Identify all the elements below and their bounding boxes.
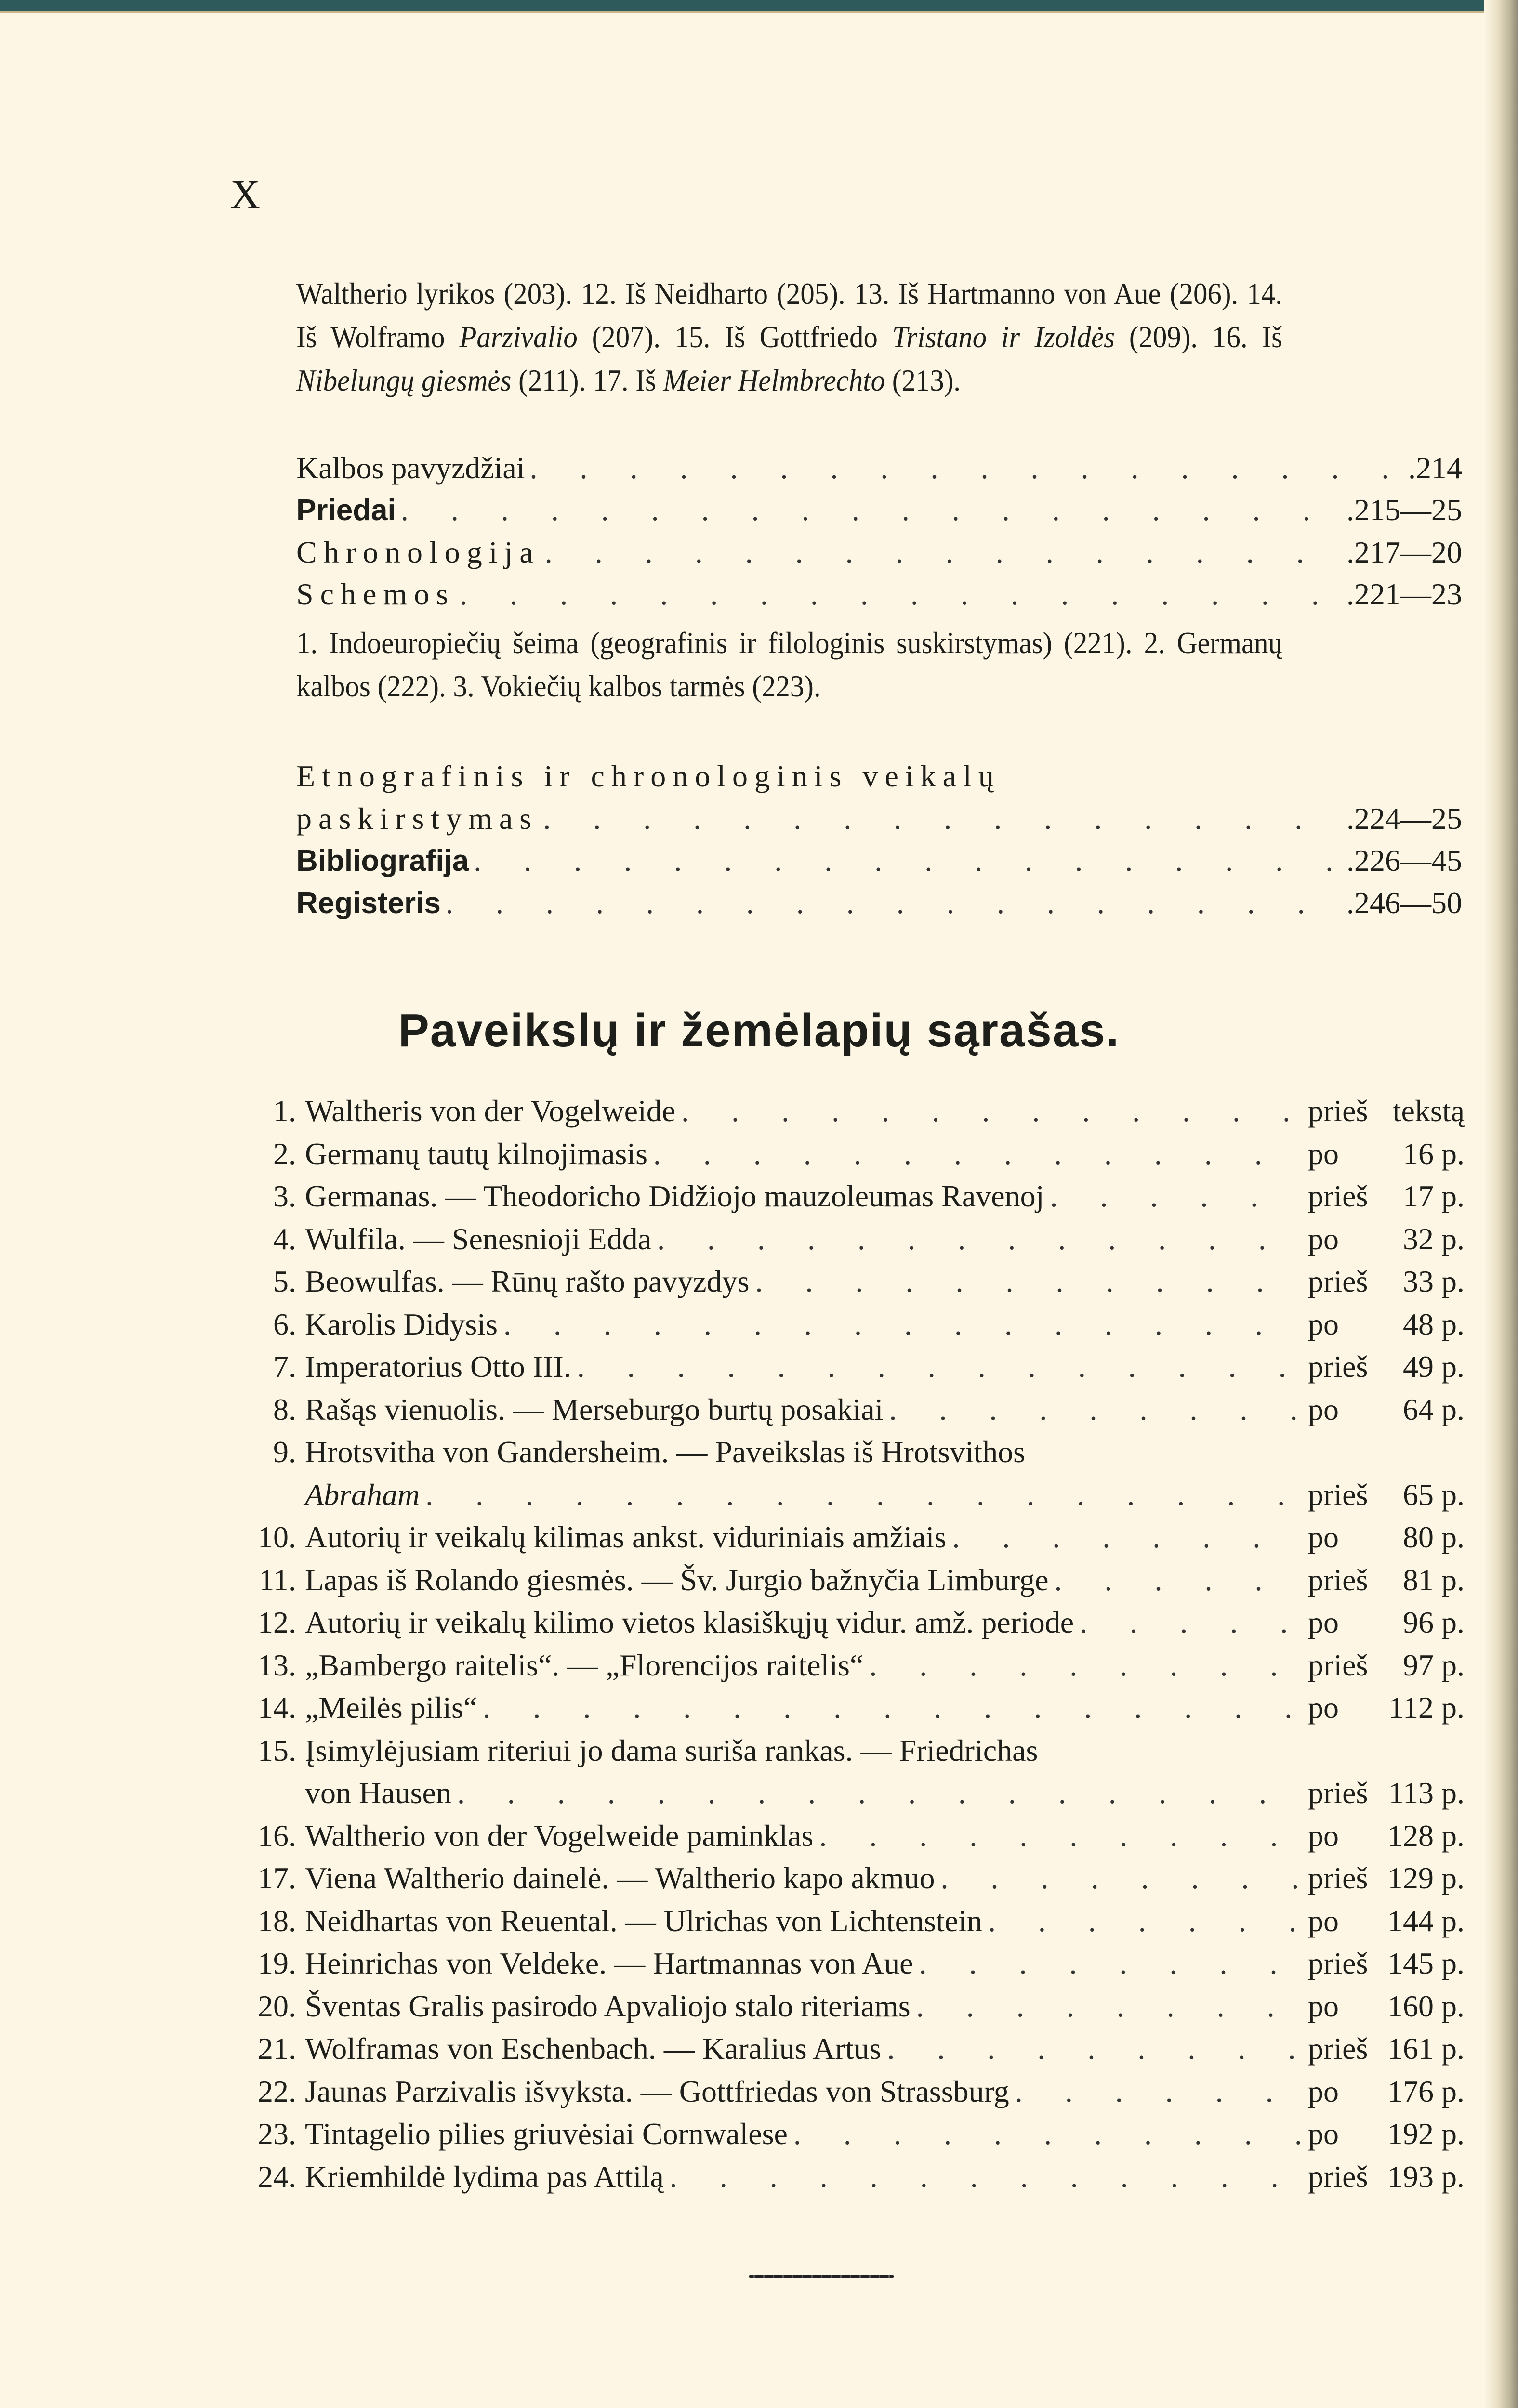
dot-leader xyxy=(577,1349,1302,1385)
figure-page: 112 p. xyxy=(1388,1690,1465,1725)
figure-title: Germanų tautų kilnojimasis xyxy=(305,1136,647,1171)
figure-number: 9. xyxy=(273,1435,296,1469)
toc-entry xyxy=(296,885,1462,929)
figure-page: 129 p. xyxy=(1387,1861,1465,1895)
figure-position: prieš xyxy=(1308,1861,1368,1895)
figure-page: 80 p. xyxy=(1403,1520,1465,1554)
dot-leader xyxy=(941,1860,1302,1896)
figure-page: 145 p. xyxy=(1387,1946,1465,1980)
figure-title: Autorių ir veikalų kilimas ankst. viduriniais amžiais xyxy=(305,1520,947,1554)
toc-entry xyxy=(296,450,1462,494)
figure-title: Karolis Didysis xyxy=(305,1307,498,1341)
figure-position: prieš xyxy=(1308,1094,1368,1128)
dot-leader xyxy=(457,1775,1302,1811)
dot-leader xyxy=(460,576,1342,612)
dot-leader xyxy=(916,1989,1302,2024)
figure-position: prieš xyxy=(1308,1349,1368,1384)
figure-page: 97 p. xyxy=(1403,1648,1465,1682)
figure-title: Neidhartas von Reuental. — Ulrichas von Lichtenstein xyxy=(305,1903,982,1938)
figure-position: prieš xyxy=(1308,1477,1368,1512)
figure-title: „Meilės pilis“ xyxy=(305,1690,477,1725)
figure-page: 96 p. xyxy=(1403,1605,1465,1639)
figure-number: 10. xyxy=(258,1520,296,1554)
figure-page: 32 p. xyxy=(1403,1221,1465,1256)
figure-item xyxy=(231,1178,1465,1221)
text-segment: (207). 15. Iš Gottfriedo xyxy=(577,320,892,354)
figure-page: 144 p. xyxy=(1387,1903,1465,1938)
figure-item xyxy=(231,1648,1465,1690)
figure-item xyxy=(231,1221,1465,1264)
figure-page: 81 p. xyxy=(1403,1562,1465,1597)
dot-leader xyxy=(869,1648,1302,1683)
figure-title: Autorių ir veikalų kilimo vietos klasiškųjų vidur. amž. periode xyxy=(305,1605,1074,1639)
figure-position: po xyxy=(1308,1307,1339,1341)
figures-list xyxy=(231,1093,1465,2201)
page-number: X xyxy=(230,171,261,217)
toc-entry-label: Kalbos pavyzdžiai xyxy=(296,451,525,485)
work-title: Tristano ir Izoldės xyxy=(892,320,1115,354)
figure-number: 20. xyxy=(258,1989,296,2023)
figure-position: prieš xyxy=(1308,1562,1368,1597)
figure-position: prieš xyxy=(1308,1946,1368,1980)
figure-item xyxy=(231,1093,1465,1136)
schemos-details xyxy=(296,621,1462,708)
figure-item xyxy=(231,1605,1465,1648)
figures-list-title: Paveikslų ir žemėlapių sąrašas. xyxy=(398,1005,1120,1056)
dot-leader xyxy=(425,1477,1302,1513)
figure-title: Wulfila. — Senesnioji Edda xyxy=(305,1221,652,1256)
figure-item xyxy=(231,1264,1465,1307)
figure-number: 15. xyxy=(258,1733,296,1767)
figure-number: 17. xyxy=(258,1861,296,1895)
figure-title: „Bambergo raitelis“. — „Florencijos raitelis“ xyxy=(305,1648,864,1682)
figure-page: 33 p. xyxy=(1403,1264,1465,1298)
figure-page: 193 p. xyxy=(1387,2159,1465,2194)
figure-item xyxy=(231,1946,1465,1989)
figure-title: Viena Waltherio dainelė. — Waltherio kapo akmuo xyxy=(305,1861,935,1895)
dot-leader xyxy=(988,1903,1302,1939)
toc-continuation xyxy=(296,272,1462,402)
toc-entry-label: paskirstymas xyxy=(296,801,539,836)
figure-page: 49 p. xyxy=(1403,1349,1465,1384)
dot-leader xyxy=(474,843,1342,878)
figure-item xyxy=(231,1434,1465,1477)
figure-title: Wolframas von Eschenbach. — Karalius Artus xyxy=(305,2031,882,2066)
dot-leader xyxy=(887,2031,1302,2067)
figure-title: Waltheris von der Vogelweide xyxy=(305,1094,676,1128)
toc-entry-pages: .224—25 xyxy=(1346,801,1462,836)
figure-page: 16 p. xyxy=(1403,1136,1465,1171)
figure-number: 19. xyxy=(258,1946,296,1980)
figure-position: po xyxy=(1308,2117,1339,2151)
dot-leader xyxy=(657,1221,1302,1257)
figure-position: po xyxy=(1308,1903,1339,1938)
toc-entry-label: Schemos xyxy=(296,577,455,611)
toc-entry-pages: .217—20 xyxy=(1346,535,1462,569)
figure-position: po xyxy=(1308,1818,1339,1853)
dot-leader xyxy=(819,1818,1302,1854)
figure-item xyxy=(231,1136,1465,1179)
end-ornament-rule xyxy=(749,2275,894,2278)
figure-title: Lapas iš Rolando giesmės. — Šv. Jurgio bažnyčia Limburge xyxy=(305,1562,1049,1597)
book-binding-edge xyxy=(0,0,1518,13)
figure-number: 5. xyxy=(273,1264,296,1298)
dot-leader xyxy=(919,1946,1303,1981)
dot-leader xyxy=(401,492,1342,528)
figure-title: Waltherio von der Vogelweide paminklas xyxy=(305,1818,814,1853)
figure-page: 48 p. xyxy=(1403,1307,1465,1341)
figure-title-continued: von Hausen xyxy=(305,1776,451,1810)
toc-entry-label: Chronologija xyxy=(296,535,540,569)
figure-item xyxy=(231,2031,1465,2074)
figure-number: 16. xyxy=(258,1818,296,1853)
toc-continuation-paragraph xyxy=(296,272,1282,402)
toc-entry xyxy=(296,801,1462,844)
figure-page: 113 p. xyxy=(1388,1776,1465,1810)
text-segment: Waltherio lyrikos (203). 12. Iš Neidharto (205). 13. Iš Hartmanno von Aue (206). 14. Iš Wolframo xyxy=(296,276,1282,354)
figure-title: Šventas Gralis pasirodo Apvaliojo stalo riteriams xyxy=(305,1989,911,2023)
text-segment: (211). 17. Iš xyxy=(511,363,663,397)
figure-title: Germanas. — Theodoricho Didžiojo mauzoleumas Ravenoj xyxy=(305,1179,1044,1213)
figure-item-continued xyxy=(231,1775,1465,1818)
figure-number: 12. xyxy=(258,1605,296,1639)
figure-number: 18. xyxy=(258,1903,296,1938)
figure-position: po xyxy=(1308,1221,1339,1256)
figure-position: po xyxy=(1308,1989,1339,2023)
toc-entry-label: Registeris xyxy=(296,887,441,920)
figure-item xyxy=(231,1562,1465,1605)
figure-number: 3. xyxy=(273,1179,296,1213)
figure-item xyxy=(231,1690,1465,1733)
figure-number: 6. xyxy=(273,1307,296,1341)
work-title: Nibelungų giesmės xyxy=(296,363,512,397)
figure-title: Rašąs vienuolis. — Merseburgo burtų posakiai xyxy=(305,1392,884,1426)
figure-position: po xyxy=(1308,1136,1339,1171)
figure-number: 22. xyxy=(258,2074,296,2108)
figure-number: 8. xyxy=(273,1392,296,1426)
figure-title: Hrotsvitha von Gandersheim. — Paveikslas iš Hrotsvithos xyxy=(305,1435,1025,1469)
figure-page: 128 p. xyxy=(1387,1818,1465,1853)
figure-number: 21. xyxy=(258,2031,296,2066)
figure-item xyxy=(231,1392,1465,1435)
figure-title: Įsimylėjusiam riteriui jo dama suriša rankas. — Friedrichas xyxy=(305,1733,1038,1767)
figure-page: 65 p. xyxy=(1403,1477,1465,1512)
toc-entry xyxy=(296,535,1462,578)
dot-leader xyxy=(483,1690,1302,1726)
figure-position: po xyxy=(1308,1392,1339,1426)
dot-leader xyxy=(1054,1562,1302,1598)
toc-entry xyxy=(296,576,1462,620)
dot-leader xyxy=(681,1093,1302,1129)
figure-page: 176 p. xyxy=(1387,2074,1465,2108)
toc-entry xyxy=(296,492,1462,536)
text-segment: (213). xyxy=(885,363,961,397)
dot-leader xyxy=(653,1136,1302,1172)
dot-leader xyxy=(793,2116,1302,2152)
figure-title: Heinrichas von Veldeke. — Hartmannas von Aue xyxy=(305,1946,913,1980)
schemos-paragraph: 1. Indoeuropiečių šeima (geografinis ir filologinis suskirstymas) (221). 2. Germanų kalbos (222). 3. Vokiečių kalbos tarmės (223). xyxy=(296,626,1282,703)
figure-page: tekstą xyxy=(1392,1094,1465,1128)
figure-position: prieš xyxy=(1308,2031,1368,2066)
figure-item xyxy=(231,2074,1465,2117)
figure-item xyxy=(231,1307,1465,1349)
figure-item xyxy=(231,1989,1465,2031)
figure-position: po xyxy=(1308,1690,1339,1725)
figure-number: 13. xyxy=(258,1648,296,1682)
figure-title: Kriemhildė lydima pas Attilą xyxy=(305,2159,664,2194)
figure-position: po xyxy=(1308,2074,1339,2108)
figure-item xyxy=(231,1349,1465,1392)
figure-item xyxy=(231,1860,1465,1903)
figure-position: prieš xyxy=(1308,1648,1368,1682)
toc-entry-label: Bibliografija xyxy=(296,844,469,877)
dot-leader xyxy=(530,450,1404,486)
dot-leader xyxy=(1080,1605,1302,1640)
dot-leader xyxy=(1015,2074,1302,2109)
toc-entry-pages: .226—45 xyxy=(1346,843,1462,877)
work-title: Meier Helmbrechto xyxy=(663,363,885,397)
figure-number: 2. xyxy=(273,1136,296,1171)
toc-entry-label-line: Etnografinis ir chronologinis veikalų xyxy=(296,759,1001,793)
work-title: Parzivalio xyxy=(459,320,578,354)
toc-entry xyxy=(296,843,1462,886)
dot-leader xyxy=(670,2159,1302,2195)
figure-page: 161 p. xyxy=(1387,2031,1465,2066)
dot-leader xyxy=(1050,1178,1302,1214)
toc-entry-pages: .215—25 xyxy=(1346,493,1462,527)
dot-leader xyxy=(446,885,1342,921)
figure-number: 11. xyxy=(259,1562,296,1597)
figure-position: prieš xyxy=(1308,1179,1368,1213)
figure-number: 23. xyxy=(258,2117,296,2151)
figure-position: prieš xyxy=(1308,1264,1368,1298)
dot-leader xyxy=(952,1519,1302,1555)
dot-leader xyxy=(545,535,1342,570)
figure-title-continued: Abraham xyxy=(305,1477,420,1512)
dot-leader xyxy=(889,1392,1302,1427)
page-gutter-shadow xyxy=(1484,0,1518,2408)
figure-position: prieš xyxy=(1308,2159,1368,2194)
toc-entry-label: Priedai xyxy=(296,494,396,527)
figure-page: 192 p. xyxy=(1387,2117,1465,2151)
figure-number: 1. xyxy=(273,1094,296,1128)
figure-position: po xyxy=(1308,1520,1339,1554)
figure-page: 17 p. xyxy=(1403,1179,1465,1213)
dot-leader xyxy=(755,1264,1302,1299)
figure-title: Imperatorius Otto III. xyxy=(305,1349,571,1384)
dot-leader xyxy=(503,1307,1302,1342)
figure-item xyxy=(231,2159,1465,2202)
toc-entry-pages: .214 xyxy=(1408,451,1462,485)
dot-leader xyxy=(543,801,1342,837)
text-segment: (209). 16. Iš xyxy=(1115,320,1283,354)
figure-title: Jaunas Parzivalis išvyksta. — Gottfriedas von Strassburg xyxy=(305,2074,1009,2108)
figure-number: 24. xyxy=(258,2159,296,2194)
figure-number: 14. xyxy=(258,1690,296,1725)
figure-title: Beowulfas. — Rūnų rašto pavyzdys xyxy=(305,1264,750,1298)
toc-entry-pages: .246—50 xyxy=(1346,886,1462,920)
figure-item-continued xyxy=(231,1477,1465,1520)
figure-number: 7. xyxy=(273,1349,296,1384)
figure-number: 4. xyxy=(273,1221,296,1256)
figure-page: 160 p. xyxy=(1387,1989,1465,2023)
toc-entry-pages: .221—23 xyxy=(1346,577,1462,611)
figure-item xyxy=(231,1733,1465,1776)
figure-item xyxy=(231,1519,1465,1562)
figure-item xyxy=(231,1818,1465,1861)
figure-page: 64 p. xyxy=(1403,1392,1465,1426)
figure-position: prieš xyxy=(1308,1776,1368,1810)
figure-title: Tintagelio pilies griuvėsiai Cornwalese xyxy=(305,2117,788,2151)
figure-item xyxy=(231,2116,1465,2159)
figure-position: po xyxy=(1308,1605,1339,1639)
figure-item xyxy=(231,1903,1465,1946)
